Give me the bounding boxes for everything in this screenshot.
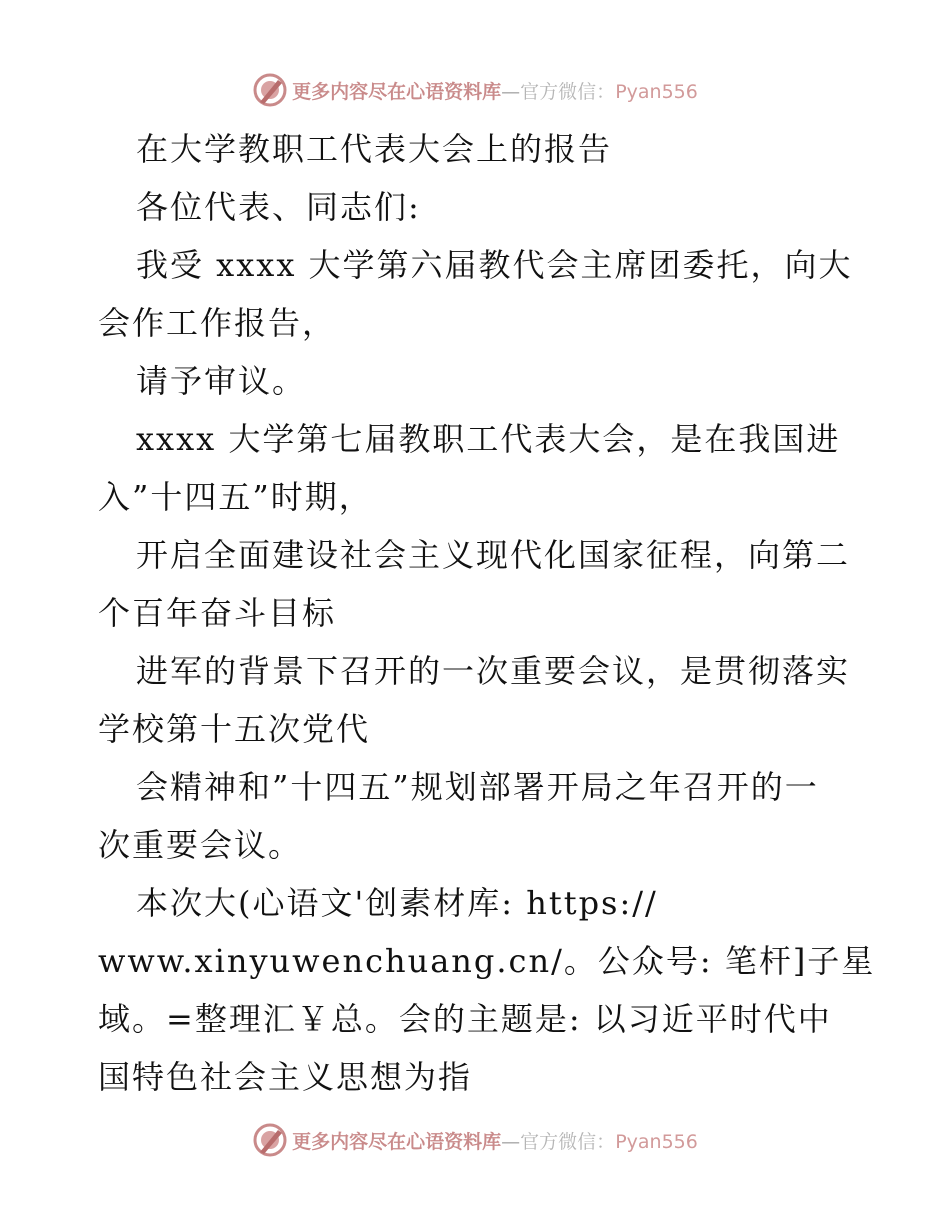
banner-dash: — xyxy=(501,1130,521,1153)
header-banner xyxy=(0,68,950,112)
paragraph-line: 会精神和”十四五”规划部署开局之年召开的一 xyxy=(136,768,819,806)
document-title: 在大学教职工代表大会上的报告 xyxy=(136,130,613,168)
paragraph-line: xxxx 大学第七届教职工代表大会，是在我国进 xyxy=(136,420,841,458)
paragraph-line: www.xinyuwenchuang.cn/。公众号: 笔杆]子星 xyxy=(98,942,876,980)
banner-dash: — xyxy=(501,80,521,103)
banner-wechat-label: 官方微信： xyxy=(520,80,616,103)
paragraph-line: 域。=整理汇￥总。会的主题是: 以习近平时代中 xyxy=(98,1000,832,1038)
banner-main-text: 更多内容尽在心语资料库 xyxy=(292,1130,502,1153)
banner-text xyxy=(292,1127,698,1154)
paragraph-line: 我受 xxxx 大学第六届教代会主席团委托，向大 xyxy=(136,246,853,284)
paragraph-line: 次重要会议。 xyxy=(98,826,303,864)
banner-main-text: 更多内容尽在心语资料库 xyxy=(292,80,502,103)
banner-wechat-id: Pyan556 xyxy=(615,1130,698,1153)
paragraph-line: 个百年奋斗目标 xyxy=(98,594,337,632)
paragraph-line: 国特色社会主义思想为指 xyxy=(98,1058,473,1096)
paragraph-line: 入”十四五”时期， xyxy=(98,478,373,516)
banner-wechat-label: 官方微信： xyxy=(520,1130,616,1153)
paragraph-line: 请予审议。 xyxy=(136,362,307,400)
banner-wechat-id: Pyan556 xyxy=(615,80,698,103)
banner-text xyxy=(292,77,698,104)
paragraph-line: 会作工作报告， xyxy=(98,304,337,342)
document-body xyxy=(98,120,876,1106)
footer-banner xyxy=(0,1118,950,1162)
pen-seal-icon xyxy=(252,1122,288,1158)
paragraph-line: 进军的背景下召开的一次重要会议，是贯彻落实 xyxy=(136,652,851,690)
paragraph-line: 开启全面建设社会主义现代化国家征程，向第二 xyxy=(136,536,851,574)
salutation: 各位代表、同志们: xyxy=(136,188,421,226)
paragraph-line: 本次大(心语文'创素材库: https:// xyxy=(136,884,658,922)
pen-seal-icon xyxy=(252,72,288,108)
paragraph-line: 学校第十五次党代 xyxy=(98,710,371,748)
